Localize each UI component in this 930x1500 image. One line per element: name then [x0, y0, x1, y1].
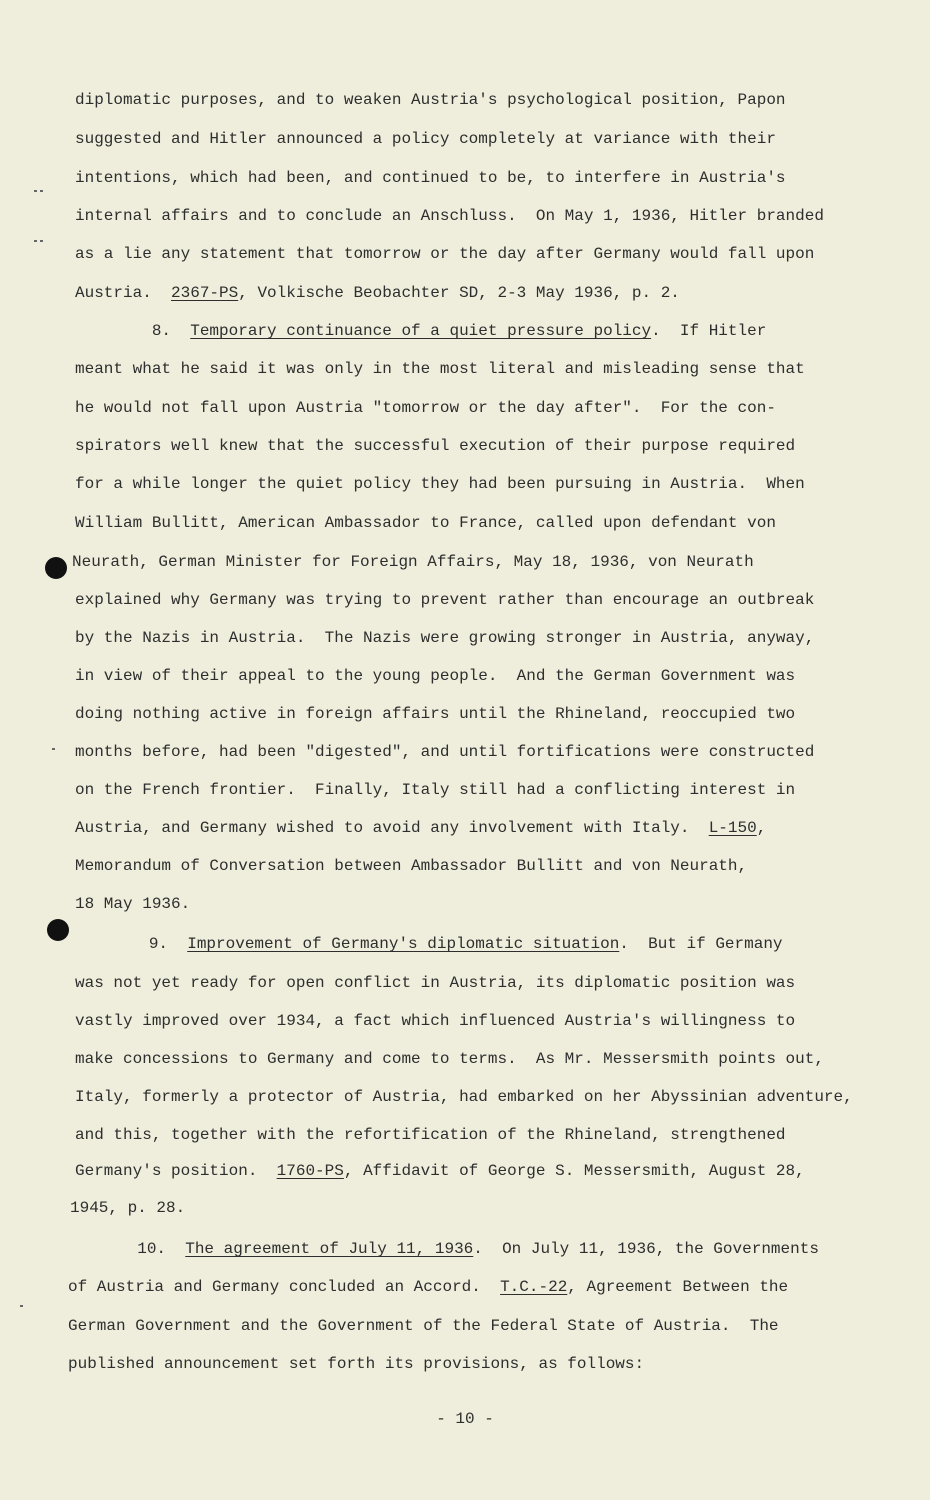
text-segment: William Bullitt, American Ambassador to France, called upon defendant von	[75, 514, 776, 532]
text-line	[75, 283, 680, 303]
text-line	[75, 742, 814, 762]
text-line	[75, 628, 814, 648]
margin-mark	[20, 1305, 23, 1307]
text-line	[75, 474, 805, 494]
text-segment: . On July 11, 1936, the Governments	[473, 1240, 819, 1258]
text-line	[75, 436, 795, 456]
text-segment: spirators well knew that the successful execution of their purpose required	[75, 437, 796, 455]
text-line	[75, 666, 795, 686]
text-line	[75, 780, 795, 800]
text-segment: vastly improved over 1934, a fact which influenced Austria's willingness to	[75, 1012, 796, 1030]
text-line	[75, 856, 747, 876]
text-line	[75, 818, 766, 838]
text-segment: . If Hitler	[651, 322, 767, 340]
text-line	[75, 129, 776, 149]
underlined-citation: The agreement of July 11, 1936	[185, 1240, 474, 1258]
text-segment: doing nothing active in foreign affairs until the Rhineland, reoccupied two	[75, 705, 796, 723]
punch-hole	[47, 919, 69, 941]
text-segment: in view of their appeal to the young people. And the German Government was	[75, 667, 796, 685]
text-line	[75, 206, 824, 226]
margin-mark	[34, 190, 37, 192]
text-segment: , Agreement Between the	[567, 1278, 789, 1296]
text-line	[75, 590, 814, 610]
text-line	[75, 513, 776, 533]
text-line	[75, 1049, 824, 1069]
text-line	[72, 552, 754, 572]
text-segment: meant what he said it was only in the most literal and misleading sense that	[75, 360, 805, 378]
text-segment: as a lie any statement that tomorrow or the day after Germany would fall upon	[75, 245, 815, 263]
text-segment: make concessions to Germany and come to terms. As Mr. Messersmith points out,	[75, 1050, 824, 1068]
text-line	[75, 321, 766, 341]
text-segment: and this, together with the refortification of the Rhineland, strengthened	[75, 1126, 786, 1144]
text-line	[75, 1011, 795, 1031]
text-segment: suggested and Hitler announced a policy completely at variance with their	[75, 130, 776, 148]
text-line	[75, 894, 190, 914]
text-line	[75, 1125, 786, 1145]
margin-mark	[34, 240, 37, 242]
text-segment: Neurath, German Minister for Foreign Affairs, May 18, 1936, von Neurath	[72, 553, 754, 571]
underlined-citation: Improvement of Germany's diplomatic situation	[187, 935, 620, 953]
margin-mark	[52, 748, 55, 750]
text-segment: diplomatic purposes, and to weaken Austria's psychological position, Papon	[75, 91, 786, 109]
punch-hole	[45, 557, 67, 579]
text-segment: Italy, formerly a protector of Austria, had embarked on her Abyssinian adventure,	[75, 1088, 853, 1106]
text-line	[75, 1087, 853, 1107]
margin-mark	[40, 190, 43, 192]
text-line	[75, 398, 776, 418]
text-line	[75, 1161, 805, 1181]
underlined-citation: T.C.-22	[500, 1278, 568, 1296]
text-segment: 18 May 1936.	[75, 895, 191, 913]
text-segment: he would not fall upon Austria "tomorrow or the day after". For the con-	[75, 399, 776, 417]
text-segment: , Volkische Beobachter SD, 2-3 May 1936, p. 2.	[238, 284, 680, 302]
text-segment: by the Nazis in Austria. The Nazis were growing stronger in Austria, anyway,	[75, 629, 815, 647]
text-segment: Germany's position.	[75, 1162, 277, 1180]
text-segment: of Austria and Germany concluded an Accord.	[68, 1278, 501, 1296]
text-segment: on the French frontier. Finally, Italy still had a conflicting interest in	[75, 781, 796, 799]
text-segment: internal affairs and to conclude an Anschluss. On May 1, 1936, Hitler branded	[75, 207, 824, 225]
text-segment: 8.	[75, 322, 191, 340]
text-line	[70, 1239, 819, 1259]
text-segment: intentions, which had been, and continued to be, to interfere in Austria's	[75, 169, 786, 187]
text-segment: Memorandum of Conversation between Ambassador Bullitt and von Neurath,	[75, 857, 748, 875]
underlined-citation: Temporary continuance of a quiet pressure policy	[190, 322, 652, 340]
text-segment: 9.	[72, 935, 188, 953]
text-segment: for a while longer the quiet policy they had been pursuing in Austria. When	[75, 475, 805, 493]
text-segment: explained why Germany was trying to prevent rather than encourage an outbreak	[75, 591, 815, 609]
text-segment: 10.	[70, 1240, 186, 1258]
text-segment: Austria.	[75, 284, 172, 302]
underlined-citation: 1760-PS	[276, 1162, 344, 1180]
text-segment: ,	[756, 819, 767, 837]
text-line	[68, 1316, 779, 1336]
text-line	[75, 704, 795, 724]
text-line	[75, 168, 786, 188]
text-line	[68, 1354, 644, 1374]
underlined-citation: 2367-PS	[171, 284, 239, 302]
text-segment: . But if Germany	[619, 935, 783, 953]
text-segment: was not yet ready for open conflict in Austria, its diplomatic position was	[75, 974, 796, 992]
text-line	[75, 244, 814, 264]
text-line	[75, 359, 805, 379]
margin-mark	[40, 240, 43, 242]
text-line	[68, 1277, 788, 1297]
page-number: - 10 -	[436, 1410, 494, 1428]
text-line	[72, 934, 783, 954]
text-line	[75, 973, 795, 993]
text-segment: German Government and the Government of the Federal State of Austria. The	[68, 1317, 779, 1335]
text-segment: months before, had been "digested", and until fortifications were constructed	[75, 743, 815, 761]
text-segment: , Affidavit of George S. Messersmith, August 28,	[343, 1162, 805, 1180]
text-segment: Austria, and Germany wished to avoid any involvement with Italy.	[75, 819, 709, 837]
text-line	[75, 90, 786, 110]
text-line	[70, 1198, 185, 1218]
text-segment: 1945, p. 28.	[70, 1199, 186, 1217]
text-segment: published announcement set forth its provisions, as follows:	[68, 1355, 645, 1373]
underlined-citation: L-150	[708, 819, 757, 837]
